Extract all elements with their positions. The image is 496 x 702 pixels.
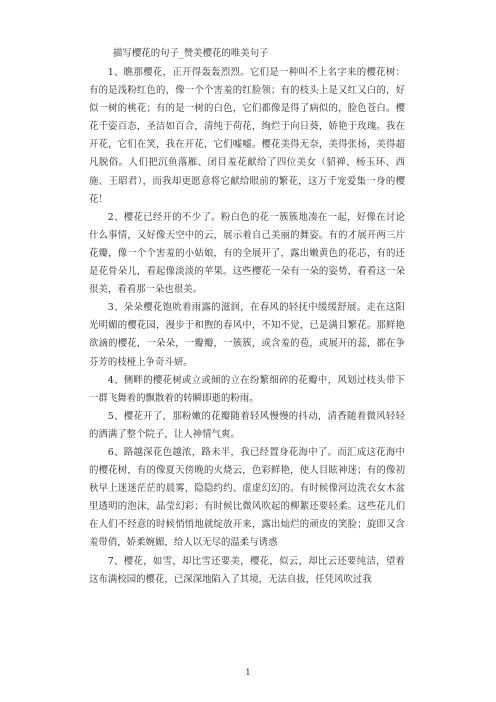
document-body [89, 45, 405, 589]
paragraph-4: 4、侧畔的樱花树或立或倾的立在纷繁细碎的花瓣中，风划过枝头带下一群飞舞着的飘散着的转瞬即逝的粉雨。 [89, 374, 405, 404]
paragraph-2: 2、樱花已经开的不少了。粉白色的花一簇簇地凑在一起，好像在讨论什么事情，又好像天空中的云，展示着自己美丽的舞姿。有的才展开两三片花瓣，像一个个害羞的小姑娘，有的全展开了，露出嫩黄色的花芯，有的还是花骨朵儿，看起像淡淡的苹果。这些樱花一朵有一朵的姿势，看看这一朵很美，看看那一朵也很美。 [89, 211, 405, 296]
paragraph-3: 3、朵朵樱花饱吮着雨露的滋润，在春风的轻抚中缓缓舒展。走在这阳光明媚的樱花园，漫步于和煦的春风中，不知不觉，已是满目繁花。那鲜艳欲滴的樱花，一朵朵，一瓣瓣，一簇簇，或含羞的苞，或展开的蕊，都在争芬芳的枝桠上争奇斗妍。 [89, 302, 405, 368]
paragraph-5: 5、樱花开了，那粉嫩的花瓣随着轻风慢慢的抖动，清香随着微风轻轻的洒满了整个院子，让人神情气爽。 [89, 410, 405, 440]
paragraph-6: 6、路越深花色越浓，路未半，我已经置身花海中了。而汇成这花海中的樱花树，有的像夏天傍晚的火烧云，色彩鲜艳，使人目眩神迷；有的像初秋早上迷迷茫茫的晨雾，隐隐约约、虚虚幻幻的。有时候像河边洗衣女木盆里透明的泡沫，晶莹幻彩；有时候比微风吹起的柳絮还要轻柔。这些花儿们在人们不经意的时候悄悄地就绽放开来，露出灿烂的顽皮的笑脸；旋即又含羞带俏，娇柔婉媚，给人以无尽的温柔与诱惑 [89, 446, 405, 549]
document-title: 描写樱花的句子_赞美樱花的唯美句子 [113, 48, 269, 59]
paragraph-1: 1、瞧那樱花，正开得轰轰烈烈。它们是一种叫不上名字来的樱花树：有的是浅粉红色的，像一个个害羞的红脸领；有的枝头上是又红又白的，好似一树的桃花；有的是一树的白色，它们都像是得了病似的，脸色苍白。樱花千姿百态，圣洁如百合，清纯于荷花，绚烂于向日葵，娇艳于玫瑰。我在开花，它们在笑，我在开花，它们嘘嘘。樱花美得无奈，美得张扬，美得超凡脱俗。人们把沉鱼落雁、闭目羞花献给了四位美女（貂禅、杨玉环、西施、王昭君），而我却更愿意将它献给眼前的繁花，这万千宠爱集一身的樱花！ [89, 67, 405, 205]
paragraph-7: 7、樱花，如雪，却比雪还要美，樱花，似云，却比云还要纯洁，望着这布满校园的樱花，已深深地陷入了其境，无法自拔，任凭风吹过我 [89, 555, 405, 585]
page-number: 1 [245, 668, 251, 678]
